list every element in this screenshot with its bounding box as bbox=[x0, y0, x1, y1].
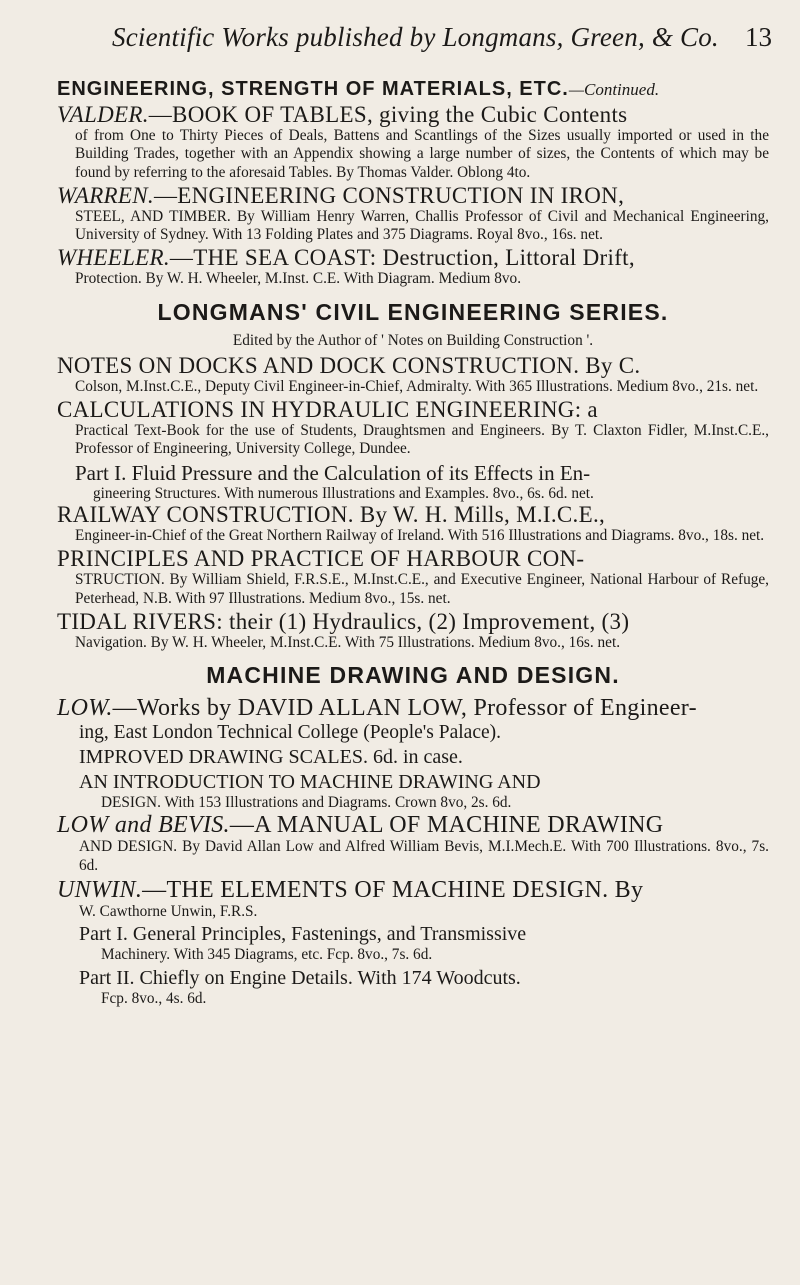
section-heading-machine-drawing: MACHINE DRAWING AND DESIGN. bbox=[206, 662, 620, 689]
part-label: Part II. Chiefly on Engine Details. With 174 Woodcuts. bbox=[79, 966, 521, 989]
entry-author: WARREN. bbox=[57, 182, 154, 208]
entry-body: ing, East London Technical College (People's Palace). bbox=[79, 722, 502, 744]
entry-body: Navigation. By W. H. Wheeler, M.Inst.C.E. With 75 Illustrations. Medium 8vo., 16s. net. bbox=[75, 633, 621, 651]
part-label: Part I. General Principles, Fastenings, and Transmissive bbox=[79, 923, 527, 946]
work-title: IMPROVED DRAWING SCALES. 6d. in case. bbox=[79, 746, 463, 769]
entry-valder bbox=[57, 103, 769, 182]
entry-body: STEEL, AND TIMBER. By William Henry Warren, Challis Professor of Civil and Mechanical Engineering, University of Sydney. With 13 Folding Plates and 375 Diagrams. Royal 8vo., 16s. net. bbox=[75, 207, 769, 244]
entry-author: LOW and BEVIS. bbox=[57, 812, 230, 839]
entry-docks bbox=[57, 354, 769, 396]
entry-title: NOTES ON DOCKS AND DOCK CONSTRUCTION. By C. bbox=[57, 352, 641, 378]
part-body: Fcp. 8vo., 4s. 6d. bbox=[101, 989, 207, 1007]
continued-label: —Continued. bbox=[568, 80, 660, 99]
part-label: Part I. Fluid Pressure and the Calculation of its Effects in En- bbox=[75, 460, 591, 485]
entry-hydraulic bbox=[57, 398, 769, 459]
running-head bbox=[112, 22, 772, 64]
page-content bbox=[57, 78, 769, 1008]
entry-body: AND DESIGN. By David Allan Low and Alfred William Bevis, M.I.Mech.E. With 700 Illustrations. 8vo., 7s. 6d. bbox=[79, 838, 769, 874]
running-head-title: Scientific Works published by Longmans, Green, & Co. bbox=[112, 22, 719, 52]
entry-title: —A MANUAL OF MACHINE DRAWING bbox=[229, 812, 664, 839]
entry-railway bbox=[57, 503, 769, 545]
entry-author: VALDER. bbox=[57, 102, 149, 127]
work-body: DESIGN. With 153 Illustrations and Diagrams. Crown 8vo, 2s. 6d. bbox=[101, 794, 512, 812]
entry-harbour bbox=[57, 547, 769, 608]
entry-title: CALCULATIONS IN HYDRAULIC ENGINEERING: a bbox=[57, 397, 598, 423]
entry-title: RAILWAY CONSTRUCTION. By W. H. Mills, M.I.C.E., bbox=[57, 501, 606, 527]
section-heading-engineering: ENGINEERING, STRENGTH OF MATERIALS, ETC.—Continued. bbox=[57, 78, 660, 100]
page-number: 13 bbox=[745, 22, 772, 52]
section-heading-civil-engineering-series: LONGMANS' CIVIL ENGINEERING SERIES. bbox=[157, 298, 669, 325]
entry-body: Protection. By W. H. Wheeler, M.Inst. C.E. With Diagram. Medium 8vo. bbox=[75, 270, 522, 288]
entry-body: of from One to Thirty Pieces of Deals, Battens and Scantlings of the Sizes usually imported or used in the Building Trades, together with an Appendix showing a large number of sizes, the Contents of which may be found by referring to the aforesaid Tables. By Thomas Valder. Oblong 4to. bbox=[75, 127, 769, 181]
entry-body: Engineer-in-Chief of the Great Northern Railway of Ireland. With 516 Illustrations and Diagrams. 8vo., 18s. net. bbox=[75, 526, 765, 544]
entry-body: Practical Text-Book for the use of Students, Draughtsmen and Engineers. By T. Claxton Fidler, M.Inst.C.E., Professor of Engineering, University College, Dundee. bbox=[75, 422, 769, 458]
part-body: gineering Structures. With numerous Illustrations and Examples. 8vo., 6s. 6d. net. bbox=[93, 484, 594, 502]
entry-wheeler bbox=[57, 246, 769, 288]
entry-title: —Works by DAVID ALLAN LOW, Professor of Engineer- bbox=[112, 695, 697, 722]
entry-title: —BOOK OF TABLES, giving the Cubic Contents bbox=[148, 102, 628, 127]
edited-by-note: Edited by the Author of ' Notes on Building Construction '. bbox=[232, 331, 594, 349]
entry-body: W. Cawthorne Unwin, F.R.S. bbox=[79, 903, 258, 921]
entry-author: WHEELER. bbox=[57, 245, 170, 271]
entry-warren bbox=[57, 184, 769, 245]
entry-low-and-bevis bbox=[57, 812, 769, 875]
low-work-introduction bbox=[57, 771, 769, 812]
entry-author: LOW. bbox=[57, 695, 113, 722]
entry-title: —ENGINEERING CONSTRUCTION IN IRON, bbox=[153, 182, 625, 208]
entry-body: Colson, M.Inst.C.E., Deputy Civil Engineer-in-Chief, Admiralty. With 365 Illustrations. Medium 8vo., 21s. net. bbox=[75, 377, 759, 395]
entry-tidal-rivers bbox=[57, 610, 769, 652]
unwin-part-one bbox=[57, 923, 769, 964]
entry-unwin bbox=[57, 877, 769, 921]
part-body: Machinery. With 345 Diagrams, etc. Fcp. 8vo., 7s. 6d. bbox=[101, 946, 433, 964]
work-title: AN INTRODUCTION TO MACHINE DRAWING AND bbox=[79, 771, 541, 794]
entry-title: —THE ELEMENTS OF MACHINE DESIGN. By bbox=[142, 877, 644, 904]
entry-author: UNWIN. bbox=[57, 877, 143, 904]
entry-body: STRUCTION. By William Shield, F.R.S.E., M.Inst.C.E., and Executive Engineer, National Harbour of Refuge, Peterhead, N.B. With 97 Illustrations. Medium 8vo., 15s. net. bbox=[75, 571, 769, 607]
entry-title: —THE SEA COAST: Destruction, Littoral Drift, bbox=[169, 245, 635, 271]
entry-title: PRINCIPLES AND PRACTICE OF HARBOUR CON- bbox=[57, 546, 585, 572]
unwin-part-two bbox=[57, 967, 769, 1008]
entry-low bbox=[57, 695, 769, 744]
entry-title: TIDAL RIVERS: their (1) Hydraulics, (2) Improvement, (3) bbox=[57, 608, 630, 634]
low-work-scales bbox=[57, 746, 769, 769]
hydraulic-part-one bbox=[57, 461, 769, 503]
